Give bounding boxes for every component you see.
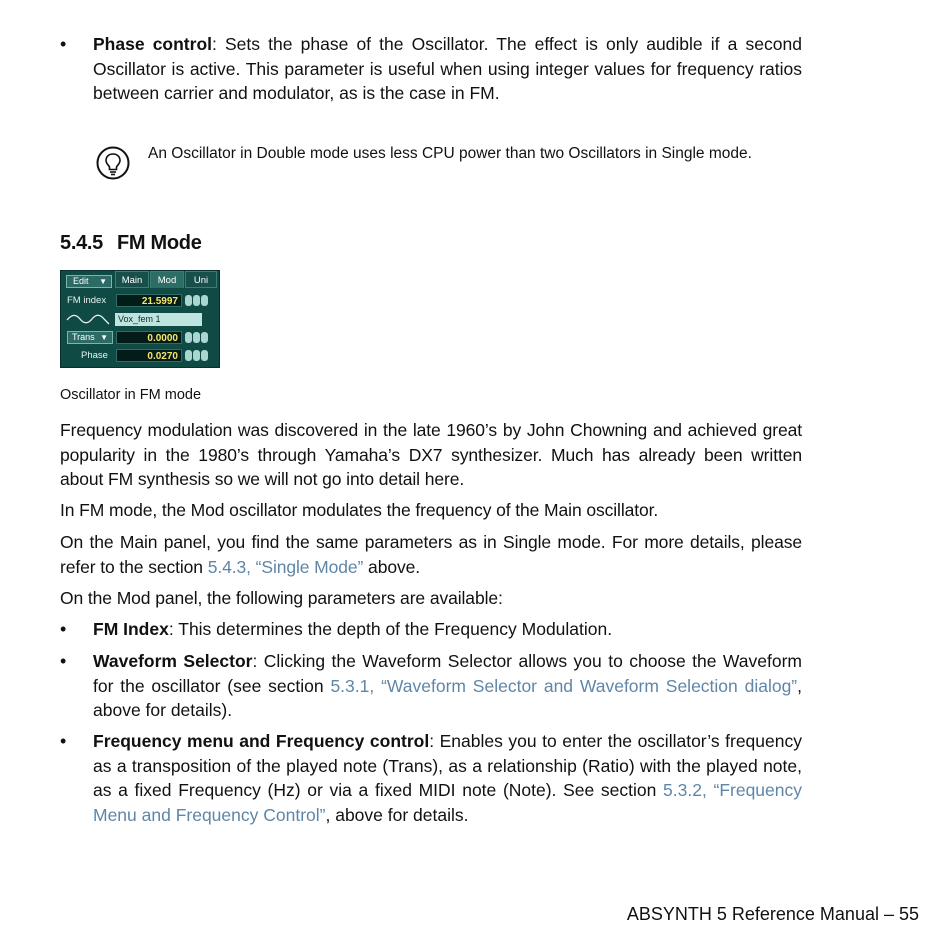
tip-text: An Oscillator in Double mode uses less CPU power than two Oscillators in Single mode. [148, 145, 752, 162]
tab-mod[interactable]: Mod [150, 271, 184, 288]
waveform-name-field[interactable]: Vox_fem 1 [115, 313, 202, 326]
knob-icon[interactable] [201, 350, 208, 361]
bullet-text [93, 729, 802, 827]
trans-row [61, 330, 219, 346]
knob-icon[interactable] [201, 332, 208, 343]
oscillator-fm-panel [60, 270, 220, 368]
section-title: FM Mode [116, 232, 202, 254]
bullet-description: : Enables you to enter the oscillator’s frequency as a transposition of the played note (Trans), as a relationship (Ratio) with the played note, as a fixed Frequency (Hz) or via a fixed MIDI note (Note). See section [93, 731, 802, 800]
bullet-waveform-selector [60, 649, 802, 723]
link-single-mode[interactable]: 5.4.3, “Single Mode” [207, 556, 364, 577]
link-waveform-selector[interactable]: 5.3.1, “Waveform Selector and Waveform Selection dialog” [330, 675, 798, 696]
frequency-value[interactable]: 0.0000 [116, 331, 182, 344]
knob-icon[interactable] [201, 295, 208, 306]
knob-icon[interactable] [193, 332, 200, 343]
section-number: 5.4.5 [60, 232, 103, 254]
paragraph-intro: Frequency modulation was discovered in the late 1960’s by John Chowning and achieved great popularity in the 1980’s through Yamaha’s DX7 synthesizer. Much has already been written about FM synthesis so we will not go into detail here. [60, 420, 802, 489]
bullet-term: Phase control [93, 34, 212, 54]
bullet-term: Frequency menu and Frequency control [93, 731, 430, 751]
fm-index-row [61, 293, 219, 309]
bullet-description: : Sets the phase of the Oscillator. The effect is only audible if a second Oscillator is active. This parameter is useful when using integer values for frequency ratios between carrier and modulator, as is the case in FM. [93, 34, 802, 103]
bullet-term: FM Index [93, 619, 169, 639]
bullet-text [93, 617, 802, 642]
fm-index-knobs[interactable] [185, 295, 209, 308]
page-footer: ABSYNTH 5 Reference Manual – 55 [626, 904, 919, 924]
bullet-dot: • [60, 651, 67, 671]
bullet-description: : Clicking the Waveform Selector allows you to choose the Waveform for the oscillator (see section [93, 651, 802, 696]
tab-uni[interactable]: Uni [185, 271, 217, 288]
frequency-knobs[interactable] [185, 332, 209, 345]
lightbulb-icon [96, 146, 130, 180]
bullet-text [93, 32, 802, 106]
frequency-menu-dropdown[interactable] [67, 331, 113, 344]
paragraph-main-panel [60, 530, 802, 579]
edit-dropdown[interactable] [66, 275, 112, 288]
knob-icon[interactable] [193, 295, 200, 306]
tab-main[interactable]: Main [115, 271, 149, 288]
paragraph-mod-panel: On the Mod panel, the following parameters are available: [60, 588, 503, 608]
chevron-down-icon: ▼ [99, 277, 107, 286]
link-frequency-menu[interactable]: 5.3.2, “Frequency Menu and Frequency Control” [93, 780, 802, 825]
bullet-dot: • [60, 34, 67, 54]
phase-label: Phase [81, 350, 108, 361]
bullet-description: : This determines the depth of the Frequency Modulation. [168, 619, 613, 639]
bullet-text [93, 649, 802, 723]
paragraph-text: above. [363, 556, 421, 577]
knob-icon[interactable] [185, 350, 192, 361]
figure-caption: Oscillator in FM mode [60, 387, 202, 403]
bullet-phase-control [60, 32, 802, 106]
bullet-dot: • [60, 731, 67, 751]
fm-index-value[interactable]: 21.5997 [116, 294, 182, 307]
bullet-term: Waveform Selector [93, 651, 253, 671]
knob-icon[interactable] [185, 332, 192, 343]
knob-icon[interactable] [185, 295, 192, 306]
chevron-down-icon: ▼ [100, 333, 108, 342]
phase-knobs[interactable] [185, 350, 209, 363]
phase-value[interactable]: 0.0270 [116, 349, 182, 362]
frequency-menu-label: Trans [72, 332, 95, 342]
bullet-dot: • [60, 619, 67, 639]
bullet-description: , above for details. [325, 804, 469, 825]
waveform-row [61, 312, 219, 328]
waveform-icon[interactable] [66, 313, 110, 326]
section-heading [60, 230, 202, 256]
bullet-frequency-menu [60, 729, 802, 827]
bullet-fm-index [60, 617, 802, 642]
paragraph-fm-mode: In FM mode, the Mod oscillator modulates the frequency of the Main oscillator. [60, 500, 659, 520]
fm-index-label: FM index [67, 295, 107, 306]
edit-label: Edit [73, 276, 89, 286]
bullet-description: , above for details). [93, 675, 803, 720]
paragraph-text: On the Main panel, you find the same parameters as in Single mode. For more details, please refer to the section [60, 532, 802, 577]
phase-row [61, 348, 219, 364]
knob-icon[interactable] [193, 350, 200, 361]
